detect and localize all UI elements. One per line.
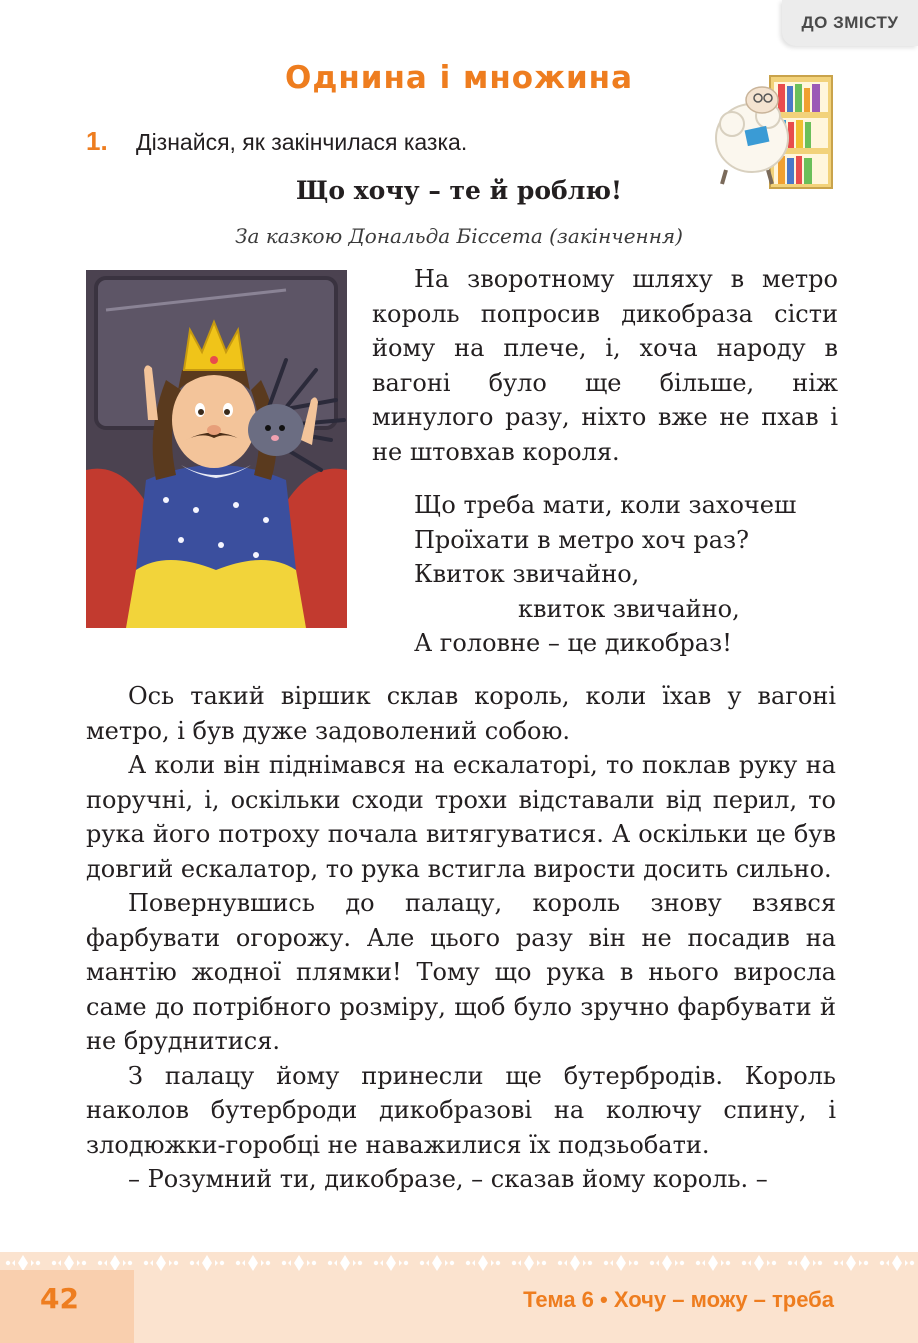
topic-label: Тема 6 • Хочу – можу – треба [523,1287,834,1312]
story-body [86,679,836,1197]
poem-line: А головне – це дикобраз! [414,629,732,657]
story-paragraph: Повернувшись до палацу, король знову взявся фарбувати огорожу. Але цього разу він не посадив на мантію жодної плямки! Тому що рука в нього виросла саме до потрібного розміру, щоб було зручно фарбувати й не бруднитися. [86,889,836,1055]
poem [414,488,834,661]
poem-line: Проїхати в метро хоч раз? [414,525,750,554]
task-instruction [86,126,467,157]
poem-line: Що треба мати, коли захочеш [414,491,797,519]
poem-line: квиток звичайно, [518,594,740,623]
story-title: Що хочу – те й роблю! [296,176,622,205]
story-paragraph: – Розумний ти, дикобразе, – сказав йому король. – [128,1165,768,1193]
toc-button[interactable]: ДО ЗМІСТУ [782,0,918,46]
poem-line: Квиток звичайно, [414,560,640,588]
story-paragraph: А коли він піднімався на ескалаторі, то поклав руку на поручні, і, оскільки сходи трохи відставали від перил, то рука його потроху почала витягуватися. А оскільки це був довгий ескалатор, то рука встигла вирости досить сильно. [86,751,836,883]
intro-paragraph: На зворотному шляху в метро король попросив дикобраза сісти йому на плече, і, хоча народу в вагоні було ще більше, ніж минулого разу, ніхто вже не пхав і не штовхав короля. [372,265,838,466]
sheep-reading-icon [708,66,838,194]
ornament-pattern-icon [0,1252,918,1274]
page-number: 42 [40,1282,79,1315]
story-paragraph: З палацу йому принесли ще бутербродів. Король наколов бутерброди дикобразові на колючу спину, і злодюжки-горобці не наважилися їх подзьобати. [86,1061,836,1159]
task-text: Дізнайся, як закінчилася казка. [136,129,468,155]
intro-paragraph-block [372,262,838,469]
page-title: Однина і множина [284,60,634,96]
story-paragraph: Ось такий віршик склав король, коли їхав у вагоні метро, і був дуже задоволений собою. [86,682,836,745]
story-subtitle: За казкою Дональда Біссета (закінчення) [235,224,683,248]
king-porcupine-illustration [86,270,347,628]
task-number: 1. [86,126,108,156]
